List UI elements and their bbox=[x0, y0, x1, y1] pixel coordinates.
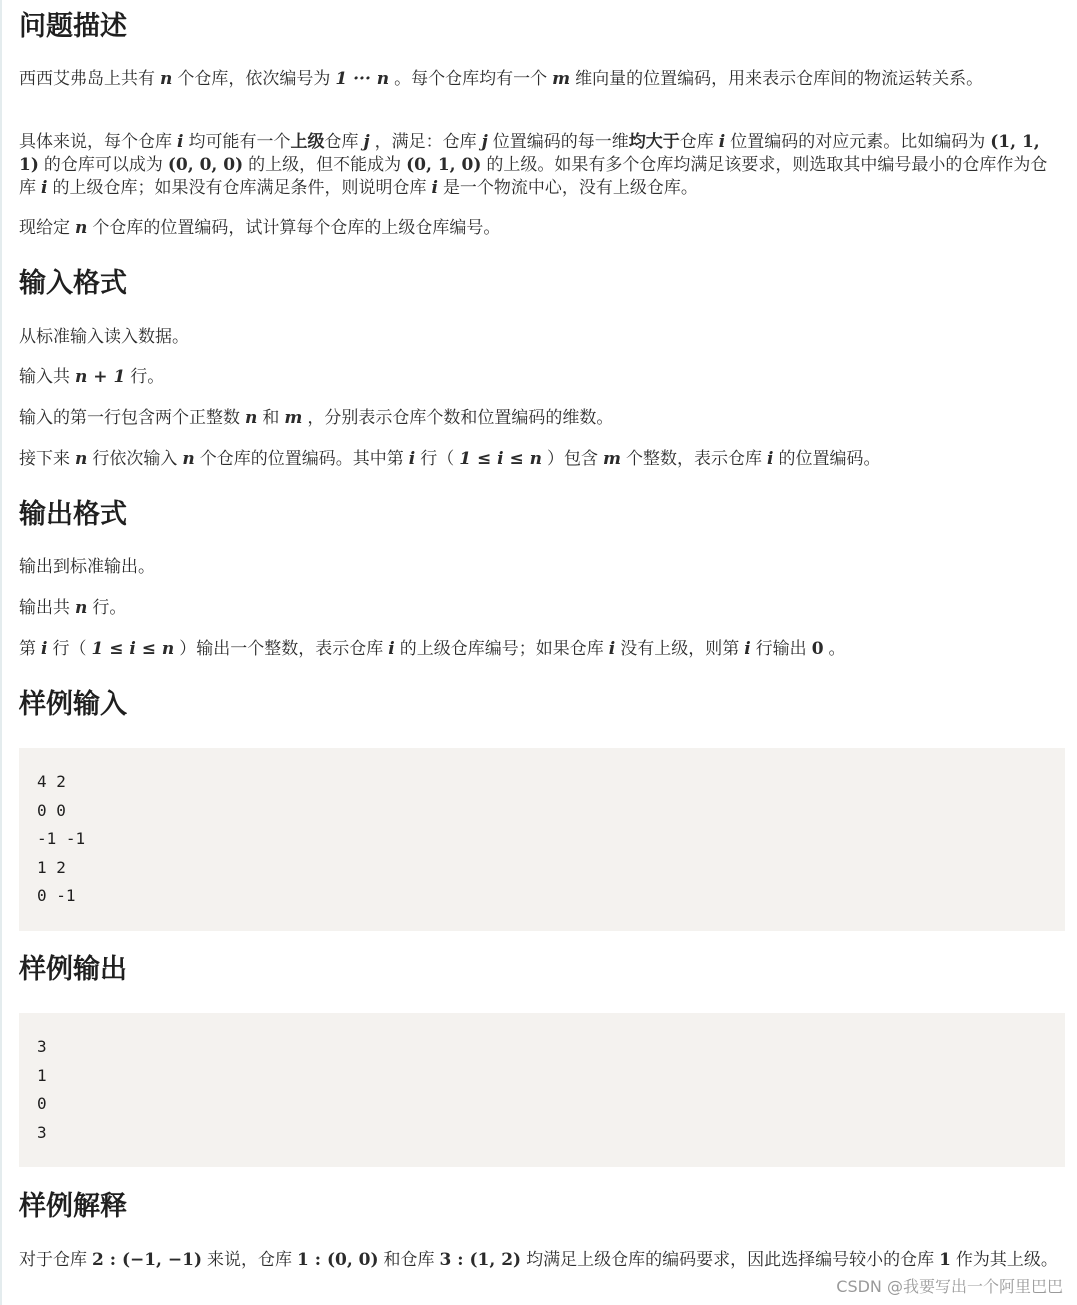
code-line: 0 bbox=[37, 1094, 47, 1113]
code-line: 3 bbox=[37, 1122, 47, 1142]
heading-sample-explanation: 样例解释 bbox=[19, 1191, 127, 1222]
desc-paragraph-1: 西西艾弗岛上共有 n 个仓库，依次编号为 1 ··· n 。每个仓库均有一个 m 维向量的位置编码，用来表示仓库间的物流运转关系。 bbox=[19, 69, 984, 89]
code-line: 4 2 bbox=[37, 772, 66, 791]
code-line: 0 0 bbox=[37, 800, 66, 820]
output-paragraph-3: 第 i 行（ 1 ≤ i ≤ n ）输出一个整数，表示仓库 i 的上级仓库编号；如果仓库 i 没有上级，则第 i 行输出 0 。 bbox=[19, 639, 846, 659]
code-line: -1 -1 bbox=[37, 829, 86, 848]
output-paragraph-2: 输出共 n 行。 bbox=[19, 598, 127, 618]
heading-input-format: 输入格式 bbox=[19, 268, 127, 299]
explain-paragraph: 对于仓库 2 : (−1, −1) 来说，仓库 1 : (0, 0) 和仓库 3 : (1, 2) 均满足上级仓库的编码要求，因此选择编号较小的仓库 1 作为其上级。 bbox=[19, 1250, 1058, 1270]
input-paragraph-3: 输入的第一行包含两个正整数 n 和 m ，分别表示仓库个数和位置编码的维数。 bbox=[19, 408, 614, 428]
desc-paragraph-2: 具体来说，每个仓库 i 均可能有一个上级仓库 j ，满足：仓库 j 位置编码的每一维均大于仓库 i 位置编码的对应元素。比如编码为 (1, 1, 1) 的仓库可以成为 (0, 0, 0) 的上级，但不能成为 (0, 1, 0) 的上级。如果有多个仓库均满足该要求，则选取其中编号最小的仓库作为仓库 i 的上级仓库；如果没有仓库满足条件，则说明仓库 i 是一个物流中心，没有上级仓库。 bbox=[19, 132, 1048, 198]
input-paragraph-4: 接下来 n 行依次输入 n 个仓库的位置编码。其中第 i 行（ 1 ≤ i ≤ n ）包含 m 个整数，表示仓库 i 的位置编码。 bbox=[19, 449, 881, 469]
output-paragraph-1: 输出到标准输出。 bbox=[19, 557, 155, 577]
code-line: 1 bbox=[37, 1065, 47, 1085]
sample-output-block bbox=[19, 1013, 1065, 1167]
heading-sample-input: 样例输入 bbox=[19, 689, 127, 720]
csdn-watermark: CSDN @我要写出一个阿里巴巴 bbox=[836, 1277, 1063, 1296]
code-line: 1 2 bbox=[37, 857, 66, 877]
heading-description: 问题描述 bbox=[19, 11, 127, 42]
left-border bbox=[0, 0, 2, 1305]
input-paragraph-1: 从标准输入读入数据。 bbox=[19, 327, 189, 347]
heading-sample-output: 样例输出 bbox=[19, 954, 127, 985]
code-line: 3 bbox=[37, 1037, 47, 1056]
input-paragraph-2: 输入共 n + 1 行。 bbox=[19, 367, 165, 387]
desc-paragraph-3: 现给定 n 个仓库的位置编码，试计算每个仓库的上级仓库编号。 bbox=[19, 218, 501, 238]
code-line: 0 -1 bbox=[37, 886, 76, 905]
heading-output-format: 输出格式 bbox=[19, 499, 127, 530]
sample-input-block bbox=[19, 748, 1065, 931]
